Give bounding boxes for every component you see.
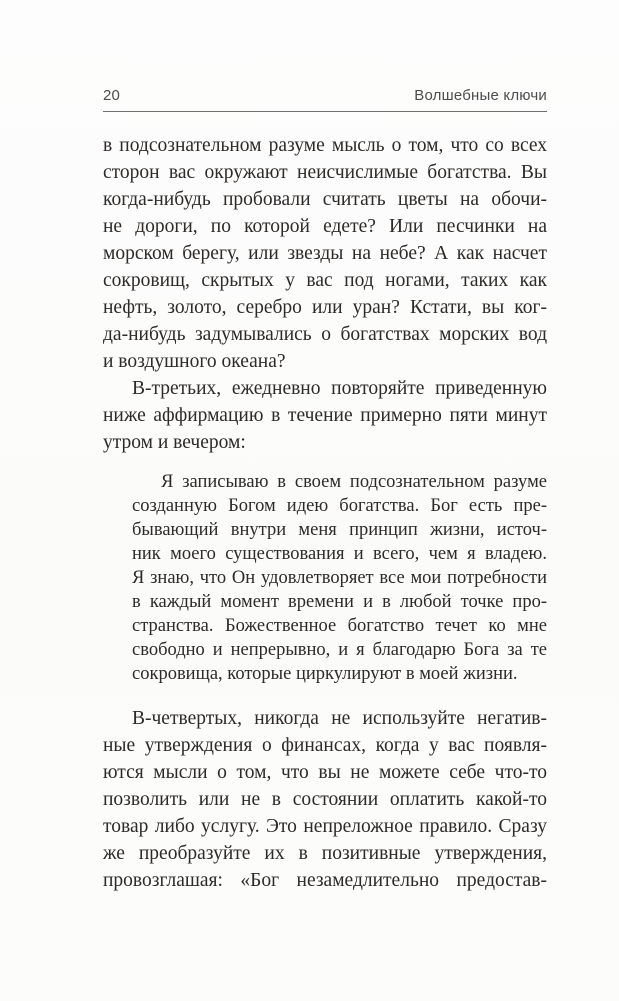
text-line: Я записываю в своем подсознательном разуме	[161, 472, 547, 492]
text-line: ются мысли о том, что вы не можете себе что-то	[103, 762, 547, 783]
text-line: созданную Богом идею богатства. Бог есть пре-	[132, 496, 547, 516]
text-line: сокровища, которые циркулируют в моей жизни.	[132, 664, 518, 684]
running-title: Волшебные ключи	[414, 87, 547, 104]
text-line: В-третьих, ежедневно повторяйте приведенную	[132, 378, 547, 399]
page-header	[103, 0, 547, 112]
text-line: свободно и непрерывно, и я благодарю Бога за те	[132, 640, 547, 660]
text-line: не дороги, по которой едете? Или песчинки на	[103, 216, 547, 237]
text-line: нефть, золото, серебро или уран? Кстати, вы ког-	[103, 297, 547, 318]
text-line: в подсознательном разуме мысль о том, что со всех	[103, 135, 547, 156]
text-line: когда-нибудь пробовали считать цветы на обочи-	[103, 189, 547, 210]
quote-block	[103, 470, 547, 686]
text-line: ниже аффирмацию в течение примерно пяти минут	[103, 405, 547, 426]
text-line: же преобразуйте их в позитивные утверждения,	[103, 843, 547, 864]
text-line: сторон вас окружают неисчислимые богатства. Вы	[103, 162, 547, 183]
text-line: ник моего существования и всего, чем я владею.	[132, 544, 547, 564]
page-body	[103, 112, 547, 894]
text-line: В-четвертых, никогда не используйте негатив-	[132, 708, 547, 729]
text-line: ные утверждения о финансах, когда у вас появля-	[103, 735, 547, 756]
text-line: в каждый момент времени и в любой точке про-	[132, 592, 547, 612]
text-line: бывающий внутри меня принцип жизни, источ-	[132, 520, 547, 540]
text-line: позволить или не в состоянии оплатить какой-то	[103, 789, 547, 810]
page-number: 20	[103, 87, 121, 104]
text-line: морском берегу, или звезды на небе? А как насчет	[103, 243, 547, 264]
text-line: странства. Божественное богатство течет ко мне	[132, 616, 547, 636]
paragraph	[103, 375, 547, 456]
text-line: сокровищ, скрытых у вас под ногами, таких как	[103, 270, 547, 291]
text-line: и воздушного океана?	[103, 351, 286, 372]
text-line: провозглашая: «Бог незамедлительно предостав-	[103, 870, 547, 891]
text-line: товар либо услугу. Это непреложное правило. Сразу	[103, 816, 547, 837]
paragraph	[103, 705, 547, 894]
paragraph	[103, 132, 547, 375]
text-line: Я знаю, что Он удовлетворяет все мои потребности	[132, 568, 547, 588]
text-line: да-нибудь задумывались о богатствах морских вод	[103, 324, 547, 345]
text-line: утром и вечером:	[103, 432, 246, 453]
